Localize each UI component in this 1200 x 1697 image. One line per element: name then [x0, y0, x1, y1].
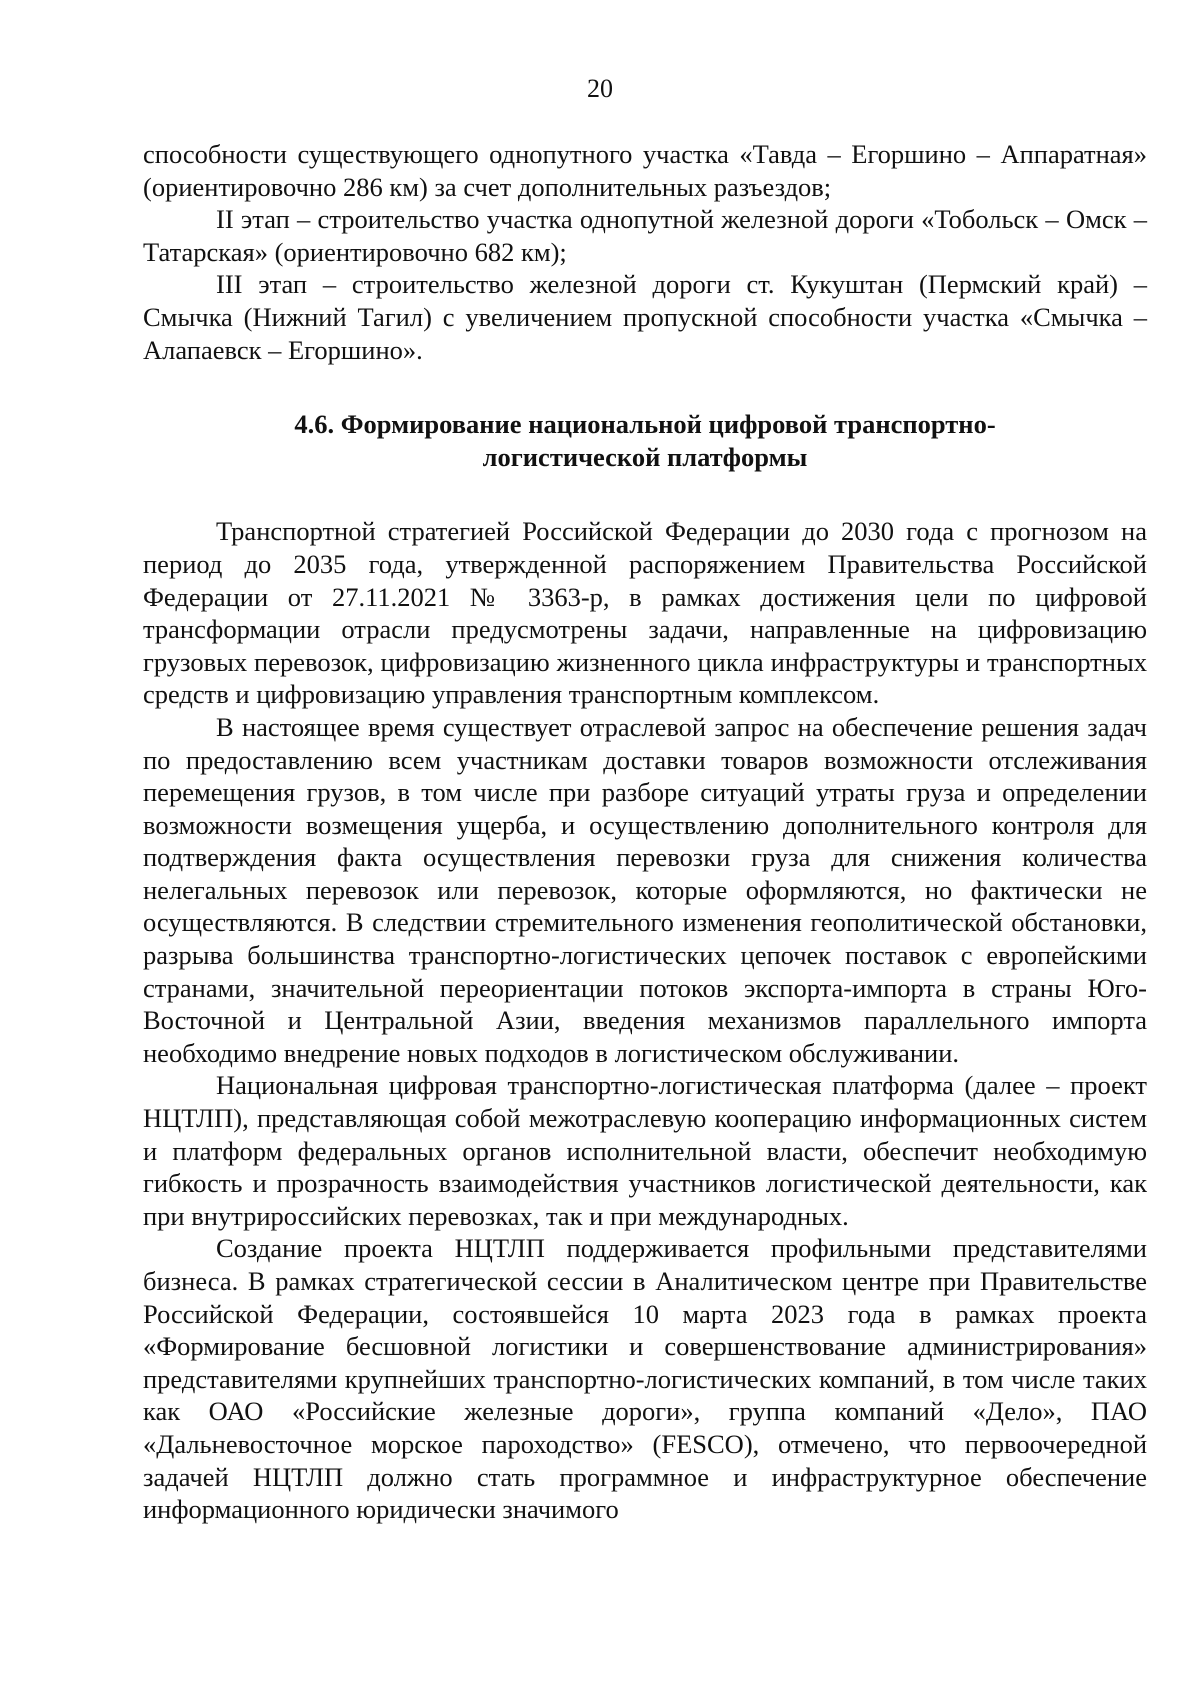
paragraph-continuation: способности существующего однопутного участка «Тавда – Егоршино – Аппаратная» (ориентировочно 286 км) за счет дополнительных разъездов; — [143, 139, 1147, 202]
paragraph-business-support: Создание проекта НЦТЛП поддерживается профильными представителями бизнеса. В рамках стратегической сессии в Аналитическом центре при Правительстве Российской Федерации, состоявшейся 10 марта 2023 года в рамках проекта «Формирование бесшовной логистики и совершенствование администрирования» представителями крупнейших транспортно-логистических компаний, в том числе таких как ОАО «Российские железные дороги», группа компаний «Дело», ПАО «Дальневосточное морское пароходство» (FESCO), отмечено, что первоочередной задачей НЦТЛП должно стать программное и инфраструктурное обеспечение информационного юридически значимого — [143, 1233, 1147, 1525]
paragraph-national-platform: Национальная цифровая транспортно-логистическая платформа (далее – проект НЦТЛП), представляющая собой межотраслевую кооперацию информационных систем и платформ федеральных органов исполнительной власти, обеспечит необходимую гибкость и прозрачность взаимодействия участников логистической деятельности, как при внутрироссийских перевозках, так и при международных. — [143, 1070, 1147, 1231]
paragraph-transport-strategy: Транспортной стратегией Российской Федерации до 2030 года с прогнозом на период до 2035 года, утвержденной распоряжением Правительства Российской Федерации от 27.11.2021 № 3363-р, в рамках достижения цели по цифровой трансформации отрасли предусмотрены задачи, направленные на цифровизацию грузовых перевозок, цифровизацию жизненного цикла инфраструктуры и транспортных средств и цифровизацию управления транспортным комплексом. — [143, 516, 1147, 710]
paragraph-stage-2: II этап – строительство участка однопутной железной дороги «Тобольск – Омск – Татарская» (ориентировочно 682 км); — [143, 204, 1147, 267]
document-body — [143, 138, 1147, 1526]
paragraph-industry-request: В настоящее время существует отраслевой запрос на обеспечение решения задач по предоставлению всем участникам доставки товаров возможности отслеживания перемещения грузов, в том числе при разборе ситуаций утраты груза и определении возможности возмещения ущерба, и осуществлению дополнительного контроля для подтверждения факта осуществления перевозки груза для снижения количества нелегальных перевозок или перевозок, которые оформляются, но фактически не осуществляются. В следствии стремительного изменения геополитической обстановки, разрыва большинства транспортно-логистических цепочек поставок с европейскими странами, значительной переориентации потоков экспорта-импорта в страны Юго-Восточной и Центральной Азии, введения механизмов параллельного импорта необходимо внедрение новых подходов в логистическом обслуживании. — [143, 711, 1147, 1068]
section-heading — [143, 408, 1147, 473]
section-heading-line-2: логистической платформы — [482, 441, 808, 472]
page-number: 20 — [587, 74, 613, 103]
section-heading-line-1: 4.6. Формирование национальной цифровой транспортно- — [294, 409, 996, 440]
paragraph-stage-3: III этап – строительство железной дороги ст. Кукуштан (Пермский край) – Смычка (Нижний Тагил) с увеличением пропускной способности участка «Смычка – Алапаевск – Егоршино». — [143, 269, 1147, 365]
